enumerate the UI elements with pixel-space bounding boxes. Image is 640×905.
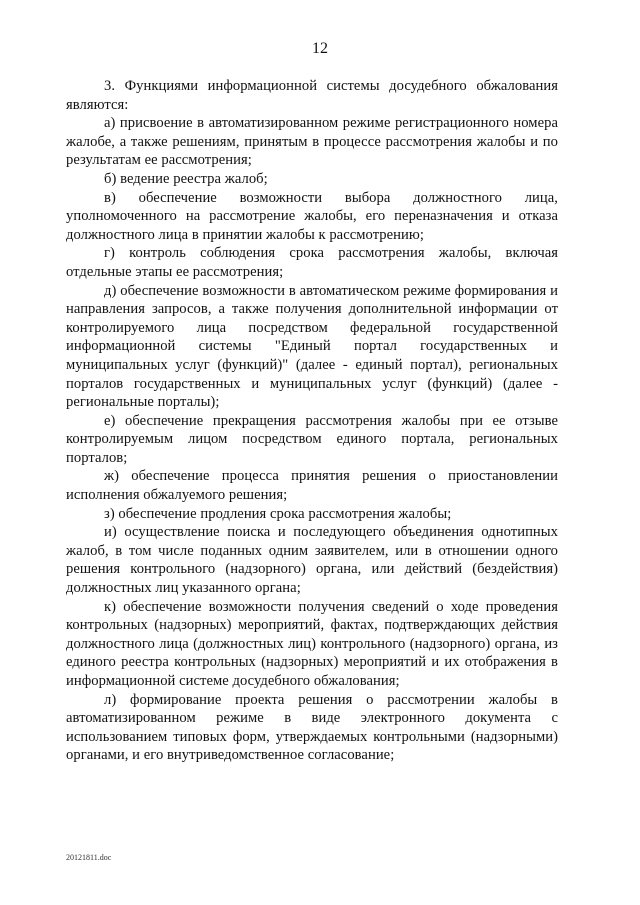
page-number: 12 <box>312 40 328 57</box>
footer-filename: 20121811.doc <box>66 853 112 862</box>
document-body <box>66 77 558 765</box>
paragraph-item-i: и) осуществление поиска и последующего объединения однотипных жалоб, в том числе поданных одним заявителем, или в отношении одного решения контрольного (надзорного) органа, или действий (бездействия) должностных лиц указанного органа; <box>66 524 558 597</box>
paragraph-item-k: к) обеспечение возможности получения сведений о ходе проведения контрольных (надзорных) мероприятий, фактах, подтверждающих действия должностного лица (должностных лиц) контрольного (надзорного) органа, из единого реестра контрольных (надзорных) мероприятий и их отображения в информационной системе досудебного обжалования; <box>66 598 558 689</box>
paragraph-item-z: з) обеспечение продления срока рассмотрения жалобы; <box>104 505 452 522</box>
paragraph-item-e: е) обеспечение прекращения рассмотрения жалобы при ее отзыве контролируемым лицом посредством единого портала, региональных порталов; <box>66 412 558 466</box>
paragraph-item-g: г) контроль соблюдения срока рассмотрения жалобы, включая отдельные этапы ее рассмотрения; <box>66 245 558 280</box>
paragraph-item-b: б) ведение реестра жалоб; <box>104 170 268 187</box>
paragraph-item-zh: ж) обеспечение процесса принятия решения о приостановлении исполнения обжалуемого решения; <box>66 468 558 504</box>
paragraph-item-a: а) присвоение в автоматизированном режиме регистрационного номера жалобе, а также решениям, принятым в процессе рассмотрения жалобы и по результатам ее рассмотрения; <box>66 115 558 169</box>
paragraph-item-v: в) обеспечение возможности выбора должностного лица, уполномоченного на рассмотрение жалобы, его переназначения и отказа должностного лица в принятии жалобы к рассмотрению; <box>66 189 558 243</box>
paragraph-intro: 3. Функциями информационной системы досудебного обжалования являются: <box>66 78 558 113</box>
paragraph-item-l: л) формирование проекта решения о рассмотрении жалобы в автоматизированном режиме в виде электронного документа с использованием типовых форм, утверждаемых контрольными (надзорными) органами, и его внутриведомственное согласование; <box>66 691 558 764</box>
paragraph-item-d: д) обеспечение возможности в автоматическом режиме формирования и направления запросов, а также получения дополнительной информации от контролируемого лица посредством федеральной государственной информационной системы "Единый портал государственных и муниципальных услуг (функций)" (далее - единый портал), региональных порталов государственных и муниципальных услуг (функций) (далее - региональные порталы); <box>66 282 558 411</box>
